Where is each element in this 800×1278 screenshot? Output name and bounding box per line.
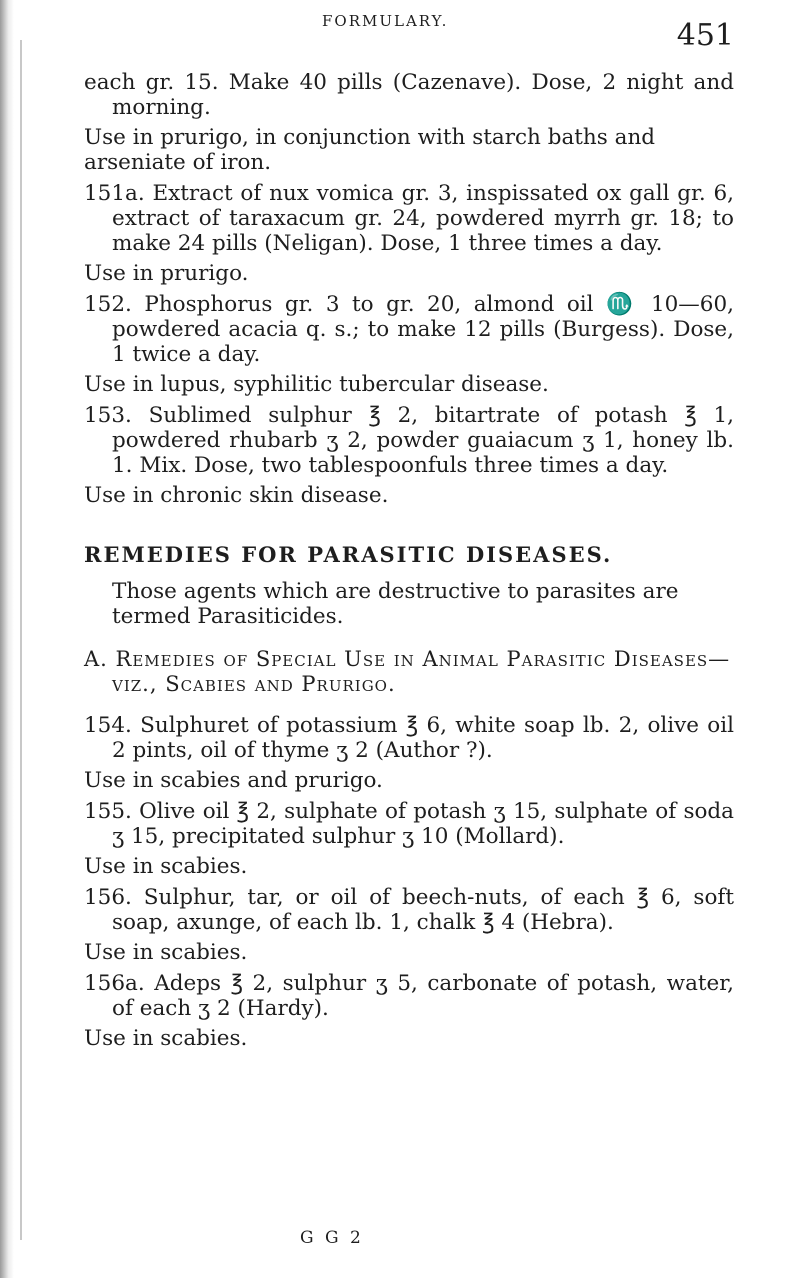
page-edge-shadow	[0, 0, 14, 1278]
formula-entry: each gr. 15. Make 40 pills (Cazenave). Dose, 2 night and morning.	[84, 70, 734, 120]
use-note: Use in lupus, syphilitic tubercular disease.	[84, 372, 549, 397]
signature-mark: G G 2	[300, 1228, 364, 1248]
subsection-heading: A. Remedies of Special Use in Animal Parasitic Diseases—viz., Scabies and Prurigo.	[84, 647, 731, 696]
use-note: Use in scabies.	[84, 854, 248, 879]
use-note: Use in scabies and prurigo.	[84, 768, 383, 793]
running-head	[84, 12, 734, 70]
running-title: FORMULARY.	[322, 12, 449, 30]
use-note: Use in scabies.	[84, 1026, 248, 1051]
page-number: 451	[676, 18, 734, 53]
formula-entry: 156. Sulphur, tar, or oil of beech-nuts, of each ℥ 6, soft soap, axunge, of each lb. 1, chalk ℥ 4 (Hebra).	[84, 885, 734, 935]
use-note: Use in chronic skin disease.	[84, 483, 389, 508]
formula-entry: 155. Olive oil ℥ 2, sulphate of potash ʒ 15, sulphate of soda ʒ 15, precipitated sulphur ʒ 10 (Mollard).	[84, 799, 734, 849]
formula-entry: 152. Phosphorus gr. 3 to gr. 20, almond oil ♏ 10—60, powdered acacia q. s.; to make 12 pills (Burgess). Dose, 1 twice a day.	[84, 292, 734, 367]
page-edge-line	[20, 40, 22, 1240]
use-note: Use in prurigo.	[84, 261, 249, 286]
use-note: Use in scabies.	[84, 940, 248, 965]
formula-entry: 156a. Adeps ℥ 2, sulphur ʒ 5, carbonate of potash, water, of each ʒ 2 (Hardy).	[84, 971, 734, 1021]
page-body	[84, 70, 734, 1051]
book-page	[84, 12, 734, 1057]
formula-entry: 153. Sublimed sulphur ℥ 2, bitartrate of potash ℥ 1, powdered rhubarb ʒ 2, powder guaiacum ʒ 1, honey lb. 1. Mix. Dose, two tablespoonfuls three times a day.	[84, 403, 734, 478]
use-note: Use in prurigo, in conjunction with starch baths and arseniate of iron.	[84, 125, 656, 175]
section-heading: REMEDIES FOR PARASITIC DISEASES.	[84, 542, 613, 567]
formula-entry: 154. Sulphuret of potassium ℥ 6, white soap lb. 2, olive oil 2 pints, oil of thyme ʒ 2 (Author ?).	[84, 713, 734, 763]
section-intro: Those agents which are destructive to parasites are termed Parasiticides.	[112, 579, 679, 629]
formula-entry: 151a. Extract of nux vomica gr. 3, inspissated ox gall gr. 6, extract of taraxacum gr. 24, powdered myrrh gr. 18; to make 24 pills (Neligan). Dose, 1 three times a day.	[84, 181, 734, 256]
